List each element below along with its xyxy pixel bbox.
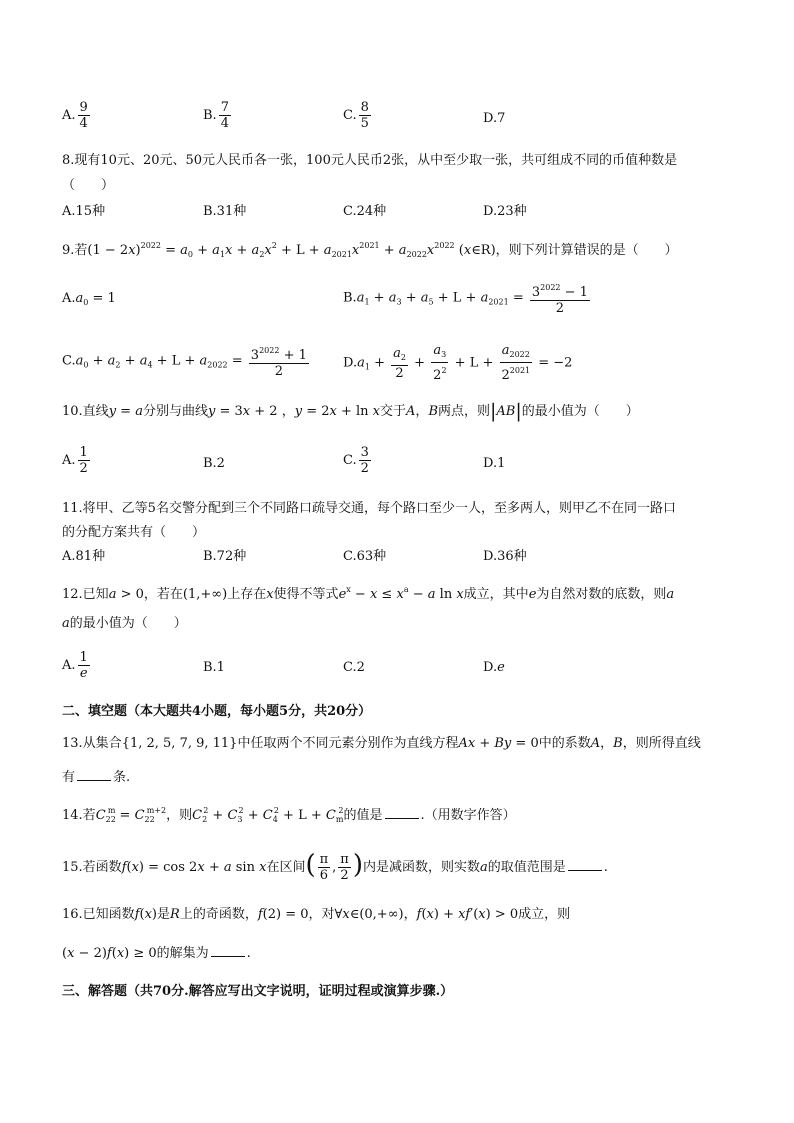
stem-text: 的最小值为（ ） [521, 404, 639, 419]
stem-text: 成立，其中 [463, 587, 529, 602]
option-label: A. [62, 453, 76, 468]
stem-text: 成立，则 [518, 907, 571, 922]
stem-text: 是 [157, 907, 171, 922]
fraction: $\frac{\pi}{2}$ [340, 852, 349, 883]
stem-text: 中的系数 [538, 736, 591, 751]
q9-option-b: $B.a_1 + a_3 + a_5 + L + a_{2021}$ = $\frac{3^{2022} - 1}{2}$ [343, 280, 592, 316]
stem-text: ，对 [308, 907, 335, 922]
stem-text: 上存在 [227, 587, 267, 602]
stem-text: ， [403, 907, 417, 922]
stem-text: ，若在 [143, 587, 183, 602]
question-tail: ，则下列计算错误的是（ ） [495, 243, 678, 258]
stem-text: 的值是 [343, 808, 383, 823]
fraction [219, 100, 231, 131]
q10-option-c [343, 445, 373, 476]
fraction [78, 445, 90, 476]
q12-stem-line1: 12.已知a > 0，若在(1,+∞)上存在x使得不等式$e^x - x \le x^a - a$ ln x成立，其中e为自然对数的底数，则a [62, 585, 675, 602]
q10-option-d: D.1 [483, 456, 506, 471]
stem-text: ，则所得直线 [622, 736, 701, 751]
q16-stem-line2: (x − 2)f(x) ≥ 0的解集为 . [62, 946, 251, 961]
fraction: $\frac{a_2}{2}$ [393, 345, 406, 381]
denominator: 4 [79, 116, 88, 131]
q10-stem: 10.直线y = a分别与曲线y = 3x + 2 ，y = 2x + ln x交于A，B两点，则|AB|的最小值为（ ） [62, 400, 639, 422]
stem-text: 条. [113, 770, 131, 785]
numerator: 1 [79, 445, 88, 460]
stem-text: 两点，则 [438, 404, 491, 419]
denominator: 4 [220, 116, 229, 131]
question-number: 13.从集合 [62, 736, 122, 751]
fraction: $\frac{a_{2022}}{2^{2021}}$ [501, 343, 531, 383]
question-number: 10.直线 [62, 404, 109, 419]
fraction [359, 100, 371, 131]
q12-option-d: D.e [483, 660, 505, 675]
q9-option-d: $D.a_1$ + $\frac{a_2}{2}$ + $\frac{a_3}{2^2}$ + L + $\frac{a_{2022}}{2^{2021}}$ = −2 [343, 343, 573, 383]
numerator: 1 [79, 650, 88, 665]
numerator: 8 [360, 100, 369, 115]
q10-option-a [62, 445, 92, 476]
q8-option-c: C.24种 [343, 204, 387, 219]
answer-blank[interactable] [77, 768, 111, 781]
option-label: D. [483, 660, 498, 675]
fraction [359, 445, 371, 476]
answer-blank[interactable] [568, 858, 602, 871]
q8-option-d: D.23种 [483, 204, 527, 219]
answer-blank[interactable] [385, 806, 419, 819]
stem-text: 的取值范围是 [487, 860, 566, 875]
stem-text: 上的奇函数， [179, 907, 258, 922]
stem-text: 的最小值为（ ） [69, 616, 187, 631]
fraction [78, 650, 90, 681]
stem-text: 中任取两个不同元素分别作为直线方程 [237, 736, 459, 751]
q11-option-c: C.63种 [343, 549, 387, 564]
option-label: B. [343, 290, 357, 306]
denominator: 5 [360, 116, 369, 131]
q15-stem: 15.若函数f(x) = cos 2x + a sin x在区间( $\frac{\pi}{6}$ , $\frac{\pi}{2}$ )内是减函数，则实数a的取值范围是 . [62, 850, 608, 883]
stem-text: .（用数字作答） [420, 808, 516, 823]
section-3-title: 三、解答题（共70分.解答应写出文字说明，证明过程或演算步骤.） [62, 984, 454, 999]
question-number: 9.若 [62, 243, 88, 258]
q12-option-a [62, 650, 92, 681]
q11-option-b: B.72种 [203, 549, 247, 564]
q7-option-a [62, 100, 92, 131]
denominator: 2 [79, 461, 88, 476]
stem-text: 使得不等式 [273, 587, 339, 602]
q14-stem: 14.若$C_{22}^m = C_{22}^{m+2}$，则$C_2^2 + C_3^2 + C_4^2 + L + C_m^2$的值是 .（用数字作答） [62, 806, 516, 824]
q9-stem [62, 237, 678, 264]
q11-stem-line2: 的分配方案共有（ ） [62, 525, 206, 540]
option-label: A. [62, 291, 76, 306]
denominator: e [79, 666, 88, 681]
fraction [78, 100, 90, 131]
stem-text: 分别与曲线 [142, 404, 208, 419]
q8-option-b: B.31种 [203, 204, 247, 219]
q11-stem-line1: 11.将甲、乙等5名交警分配到三个不同路口疏导交通，每个路口至少一人，至多两人，则甲乙不在同一路口 [62, 501, 676, 516]
q7-option-c [343, 100, 373, 131]
q8-stem-line1: 8.现有10元、20元、50元人民币各一张，100元人民币2张，从中至少取一张，共可组成不同的币值种数是 [62, 153, 678, 168]
section-2-title: 二、填空题（本大题共4小题，每小题5分，共20分） [62, 704, 372, 719]
stem-text: 有 [62, 770, 76, 785]
q10-option-b: B.2 [203, 456, 225, 471]
option-label: C. [343, 453, 357, 468]
q12-option-b: B.1 [203, 660, 225, 675]
fraction: $\frac{3^{2022} - 1}{2}$ [530, 280, 590, 316]
fraction: $\frac{3^{2022} + 1}{2}$ [249, 343, 309, 379]
q9-option-c: $C.a_0 + a_2 + a_4 + L + a_{2022}$ = $\frac{3^{2022} + 1}{2}$ [62, 343, 311, 379]
q8-stem-line2: （ ） [62, 178, 115, 193]
stem-text: ，则 [166, 808, 193, 823]
numerator: 3 [360, 445, 369, 460]
question-number: 15.若函数 [62, 860, 122, 875]
stem-text: 为自然对数的底数，则 [536, 587, 667, 602]
question-number: 14.若 [62, 808, 96, 823]
q9-formula: $(1 - 2x)^{2022} = a_0 + a_1x + a_2x^2 + L + a_{2021}x^{2021} + a_{2022}x^{2022}$ (x∈R) [87, 241, 496, 259]
stem-text: . [603, 860, 608, 875]
stem-text: 在区间 [266, 860, 306, 875]
option-label: C. [62, 353, 76, 369]
q13-stem-line1: 13.从集合{1, 2, 5, 7, 9, 11}中任取两个不同元素分别作为直线方程Ax + By = 0中的系数A，B，则所得直线 [62, 736, 701, 751]
fraction: $\frac{\pi}{6}$ [319, 852, 329, 883]
q16-stem-line1: 16.已知函数f(x)是R上的奇函数，f(2) = 0，对∀x∈(0,+∞)，f(x) + xf′(x) > 0成立，则 [62, 907, 571, 922]
q7-option-b [203, 100, 233, 131]
q9-option-a: $A.a_0 = 1$ [62, 291, 116, 307]
question-number: 16.已知函数 [62, 907, 135, 922]
q13-stem-line2 [62, 768, 130, 787]
q12-stem-line2: a的最小值为（ ） [62, 616, 187, 631]
q7-option-d: D.7 [483, 111, 506, 126]
stem-text: . [246, 946, 251, 961]
question-number: 12.已知 [62, 587, 109, 602]
option-label: A. [62, 658, 76, 673]
denominator: 2 [360, 461, 369, 476]
numerator: 9 [79, 100, 88, 115]
numerator: 7 [220, 100, 229, 115]
option-label: B. [203, 108, 217, 123]
option-label: D. [343, 355, 358, 371]
stem-text: 的解集为 [156, 946, 209, 961]
q11-option-d: D.36种 [483, 549, 527, 564]
stem-text: 交于 [380, 404, 407, 419]
stem-text: 内是减函数，则实数 [363, 860, 481, 875]
q8-option-a: A.15种 [62, 204, 106, 219]
q12-option-c: C.2 [343, 660, 365, 675]
answer-blank[interactable] [211, 944, 245, 957]
q11-option-a: A.81种 [62, 549, 106, 564]
option-label: A. [62, 108, 76, 123]
option-label: C. [343, 108, 357, 123]
fraction: $\frac{a_3}{2^2}$ [433, 343, 447, 383]
